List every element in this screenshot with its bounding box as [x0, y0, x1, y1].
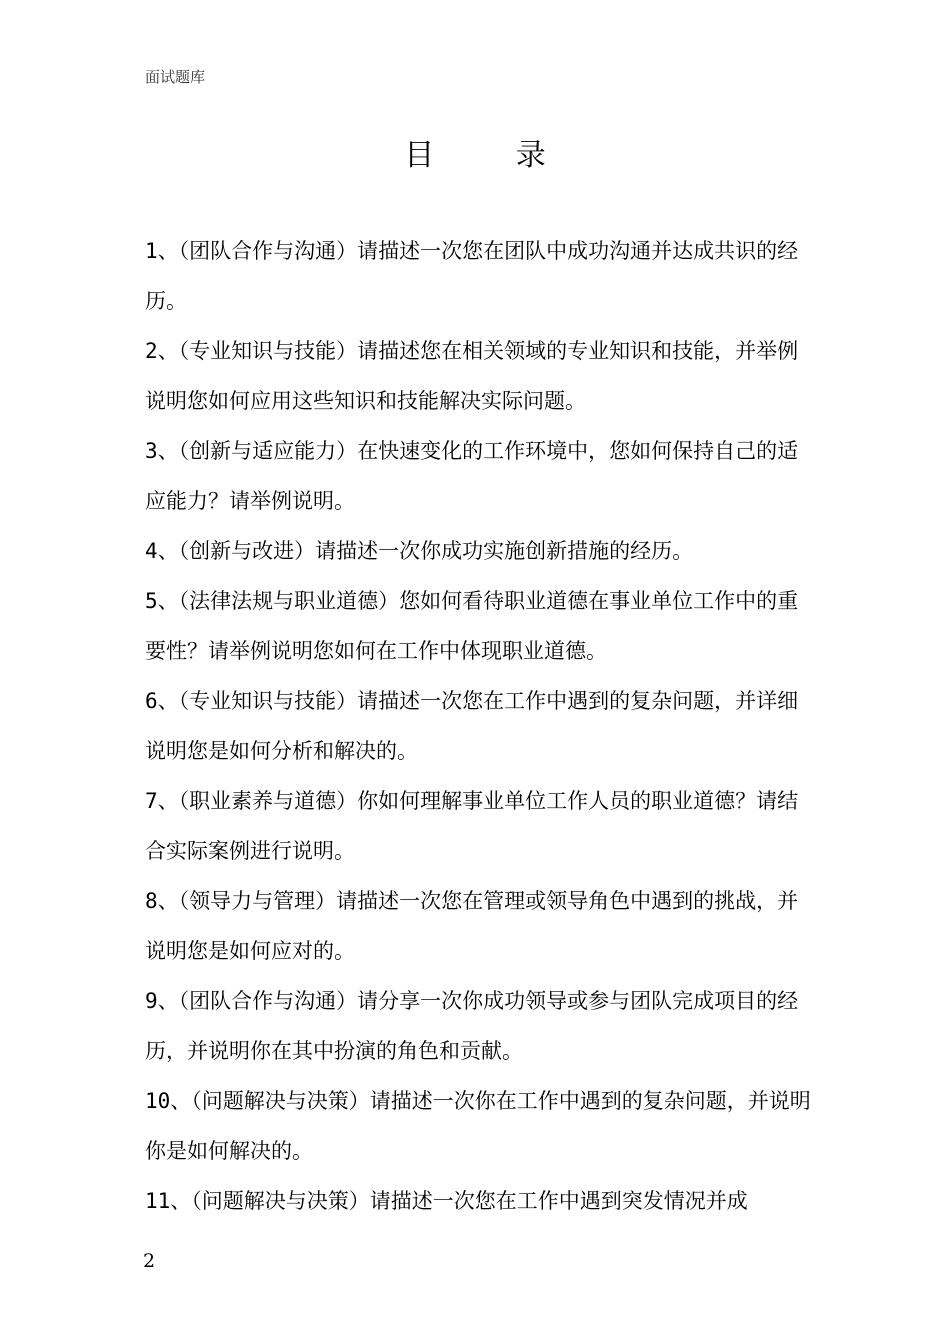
toc-entry: 3、（创新与适应能力）在快速变化的工作环境中，您如何保持自己的适应能力？请举例说明。 — [145, 439, 799, 513]
table-of-contents — [145, 226, 817, 1226]
toc-entry: 11、（问题解决与决策）请描述一次您在工作中遇到突发情况并成 — [145, 1189, 748, 1213]
toc-entry: 2、（专业知识与技能）请描述您在相关领域的专业知识和技能，并举例说明您如何应用这些知识和技能解决实际问题。 — [145, 339, 799, 413]
page-title: 目 录 — [404, 138, 582, 173]
toc-entry: 5、（法律法规与职业道德）您如何看待职业道德在事业单位工作中的重要性？请举例说明您如何在工作中体现职业道德。 — [145, 589, 799, 663]
toc-entry: 4、（创新与改进）请描述一次你成功实施创新措施的经历。 — [145, 539, 694, 563]
toc-entry: 7、（职业素养与道德）你如何理解事业单位工作人员的职业道德？请结合实际案例进行说明。 — [145, 789, 799, 863]
page-number: 2 — [143, 1250, 156, 1272]
page-header: 面试题库 — [145, 68, 206, 86]
toc-entry: 8、（领导力与管理）请描述一次您在管理或领导角色中遇到的挑战，并说明您是如何应对的。 — [145, 889, 799, 963]
toc-entry: 9、（团队合作与沟通）请分享一次你成功领导或参与团队完成项目的经历，并说明你在其中扮演的角色和贡献。 — [145, 989, 799, 1063]
toc-entry: 10、（问题解决与决策）请描述一次你在工作中遇到的复杂问题，并说明你是如何解决的。 — [145, 1089, 811, 1163]
toc-entry: 6、（专业知识与技能）请描述一次您在工作中遇到的复杂问题，并详细说明您是如何分析和解决的。 — [145, 689, 799, 763]
toc-entry: 1、（团队合作与沟通）请描述一次您在团队中成功沟通并达成共识的经历。 — [145, 239, 799, 313]
